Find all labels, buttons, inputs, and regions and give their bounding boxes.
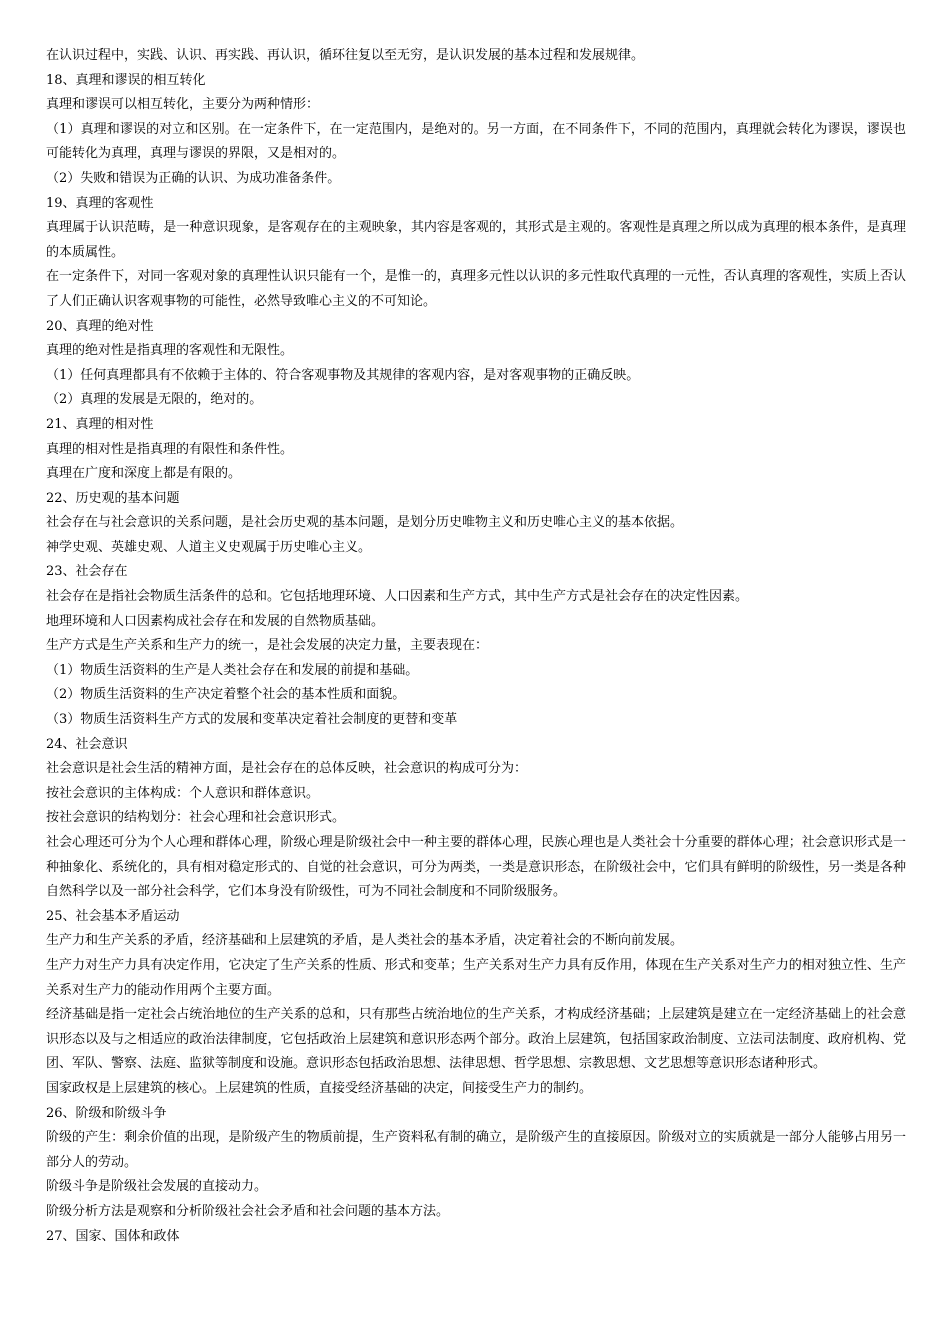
section-heading: 18、真理和谬误的相互转化 (46, 72, 206, 88)
body-paragraph: 真理的相对性是指真理的有限性和条件性。 (46, 441, 294, 457)
body-paragraph: 真理的绝对性是指真理的客观性和无限性。 (46, 343, 294, 359)
body-paragraph: 社会存在是指社会物质生活条件的总和。它包括地理环境、人口因素和生产方式，其中生产方式是社会存在的决定性因素。 (46, 589, 749, 605)
section-heading: 25、社会基本矛盾运动 (46, 908, 180, 924)
body-paragraph: （2）真理的发展是无限的，绝对的。 (46, 392, 263, 408)
section-heading: 26、阶级和阶级斗争 (46, 1105, 167, 1121)
body-paragraph: （1）任何真理都具有不依赖于主体的、符合客观事物及其规律的客观内容，是对客观事物的正确反映。 (46, 367, 640, 383)
body-paragraph: （1）真理和谬误的对立和区别。在一定条件下，在一定范围内，是绝对的。另一方面，在不同条件下，不同的范围内，真理就会转化为谬误，谬误也可能转化为真理，真理与谬误的界限，又是相对的。 (46, 121, 906, 162)
body-paragraph: 阶级的产生：剩余价值的出现，是阶级产生的物质前提，生产资料私有制的确立，是阶级产生的直接原因。阶级对立的实质就是一部分人能够占用另一部分人的劳动。 (46, 1130, 906, 1170)
body-paragraph: 阶级分析方法是观察和分析阶级社会社会矛盾和社会问题的基本方法。 (46, 1203, 450, 1219)
section-heading: 23、社会存在 (46, 564, 128, 580)
body-paragraph: （3）物质生活资料生产方式的发展和变革决定着社会制度的更替和变革 (46, 712, 458, 728)
section-heading: 22、历史观的基本问题 (46, 490, 180, 506)
section-heading: 27、国家、国体和政体 (46, 1228, 180, 1244)
body-paragraph: 按社会意识的结构划分：社会心理和社会意识形式。 (46, 810, 346, 826)
body-paragraph: 真理在广度和深度上都是有限的。 (46, 466, 242, 482)
body-paragraph: 在认识过程中，实践、认识、再实践、再认识，循环往复以至无穷，是认识发展的基本过程和发展规律。 (46, 48, 645, 63)
body-paragraph: 真理和谬误可以相互转化，主要分为两种情形： (46, 97, 320, 113)
body-paragraph: 经济基础是指一定社会占统治地位的生产关系的总和，只有那些占统治地位的生产关系，才构成经济基础；上层建筑是建立在一定经济基础上的社会意识形态以及与之相适应的政治法律制度，它包括政治上层建筑和意识形态两个部分。政治上层建筑，包括国家政治制度、立法司法制度、政府机构、党团、军队、警察、法庭、监狱等制度和设施。意识形态包括政治思想、法律思想、哲学思想、宗教思想、文艺思想等意识形态诸种形式。 (46, 1007, 906, 1072)
section-heading: 19、真理的客观性 (46, 195, 154, 211)
body-paragraph: 阶级斗争是阶级社会发展的直接动力。 (46, 1179, 268, 1195)
body-paragraph: 真理属于认识范畴，是一种意识现象，是客观存在的主观映象，其内容是客观的，其形式是主观的。客观性是真理之所以成为真理的根本条件，是真理的本质属性。 (46, 220, 906, 260)
body-paragraph: 生产方式是生产关系和生产力的统一，是社会发展的决定力量，主要表现在： (46, 638, 489, 654)
body-paragraph: 生产力对生产力具有决定作用，它决定了生产关系的性质、形式和变革；生产关系对生产力具有反作用，体现在生产关系对生产力的相对独立性、生产关系对生产力的能动作用两个主要方面。 (46, 957, 906, 998)
body-paragraph: 神学史观、英雄史观、人道主义史观属于历史唯心主义。 (46, 539, 372, 555)
body-paragraph: （2）物质生活资料的生产决定着整个社会的基本性质和面貌。 (46, 687, 406, 703)
section-heading: 21、真理的相对性 (46, 416, 154, 432)
body-paragraph: 社会意识是社会生活的精神方面，是社会存在的总体反映，社会意识的构成可分为： (46, 761, 528, 777)
body-paragraph: （1）物质生活资料的生产是人类社会存在和发展的前提和基础。 (46, 662, 419, 678)
section-heading: 24、社会意识 (46, 736, 128, 752)
body-paragraph: 地理环境和人口因素构成社会存在和发展的自然物质基础。 (46, 613, 385, 629)
body-paragraph: 国家政权是上层建筑的核心。上层建筑的性质，直接受经济基础的决定，间接受生产力的制约。 (46, 1080, 593, 1096)
section-heading: 20、真理的绝对性 (46, 318, 154, 334)
body-paragraph: 社会心理还可分为个人心理和群体心理，阶级心理是阶级社会中一种主要的群体心理，民族心理也是人类社会十分重要的群体心理；社会意识形式是一种抽象化、系统化的，具有相对稳定形式的、自觉的社会意识，可分为两类，一类是意识形态，在阶级社会中，它们具有鲜明的阶级性，另一类是各种自然科学以及一部分社会科学，它们本身没有阶级性，可为不同社会制度和不同阶级服务。 (46, 835, 906, 900)
body-paragraph: 生产力和生产关系的矛盾，经济基础和上层建筑的矛盾，是人类社会的基本矛盾，决定着社会的不断向前发展。 (46, 933, 684, 949)
body-paragraph: 社会存在与社会意识的关系问题，是社会历史观的基本问题，是划分历史唯物主义和历史唯心主义的基本依据。 (46, 515, 684, 531)
body-paragraph: 在一定条件下，对同一客观对象的真理性认识只能有一个，是惟一的，真理多元性以认识的多元性取代真理的一元性，否认真理的客观性，实质上否认了人们正确认识客观事物的可能性，必然导致唯心主义的不可知论。 (46, 269, 906, 309)
body-paragraph: 按社会意识的主体构成：个人意识和群体意识。 (46, 785, 320, 801)
body-paragraph: （2）失败和错误为正确的认识、为成功准备条件。 (46, 170, 341, 186)
